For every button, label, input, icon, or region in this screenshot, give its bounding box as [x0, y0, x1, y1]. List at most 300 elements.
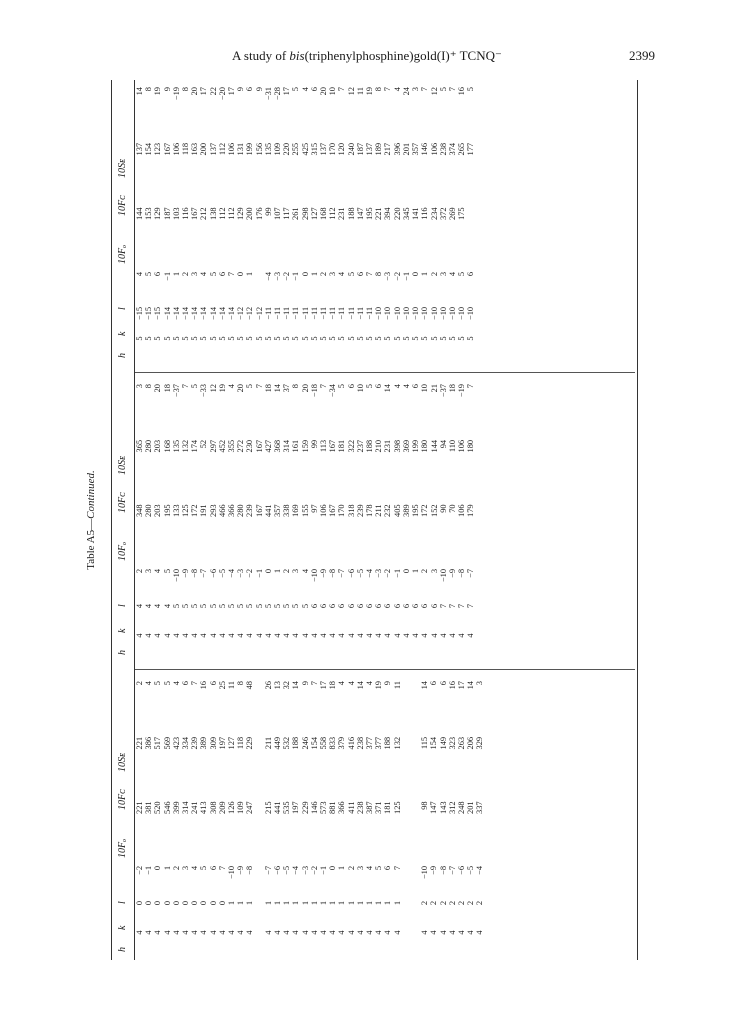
column-header-3-5: 10Fᴄ [117, 195, 128, 216]
table-cell: 558 [319, 736, 329, 750]
table-cell: 365 [135, 439, 144, 453]
table-cell: 20 [190, 87, 200, 96]
table-cell: 5 [355, 336, 365, 341]
table-cell: 229 [300, 801, 310, 814]
table-cell: −3 [236, 568, 246, 578]
table-cell: 3 [181, 865, 191, 871]
table-row [448, 675, 457, 960]
column-header-1-5: 10Fᴄ [117, 789, 128, 810]
table-cell: 3 [438, 271, 448, 277]
table-cell: 7 [457, 603, 467, 609]
table-row [356, 675, 365, 960]
table-cell: 137 [208, 142, 218, 156]
table-cell: 5 [217, 336, 227, 341]
table-cell: 103 [171, 207, 181, 220]
table-cell: 137 [365, 142, 375, 156]
table-cell: 19 [217, 384, 227, 393]
table-row [135, 378, 144, 663]
table-row [172, 81, 181, 366]
table-cell: −5 [282, 865, 292, 875]
table-row [319, 378, 328, 663]
table-cell: −10 [171, 568, 181, 583]
table-cell: 159 [300, 439, 310, 453]
table-cell: 532 [282, 736, 292, 750]
table-cell: 5 [227, 336, 237, 341]
table-cell: 11 [227, 681, 237, 690]
table-cell: 318 [346, 504, 356, 517]
table-cell [411, 737, 420, 802]
table-row [163, 675, 172, 960]
column-header-3-2: k [117, 331, 128, 336]
table-cell: 237 [355, 439, 365, 453]
table-cell: 6 [337, 603, 347, 609]
table-cell: 110 [447, 439, 457, 453]
table-cell: 129 [153, 207, 163, 220]
table-row [172, 378, 181, 663]
table-cell: −1 [291, 271, 301, 281]
column-header-1-2: k [117, 925, 128, 930]
table-row [172, 675, 181, 960]
table-cell: 191 [199, 504, 209, 517]
table-cell: 98 [420, 801, 430, 810]
table-cell: −5 [466, 865, 476, 875]
table-cell: 5 [457, 336, 467, 341]
table-row [227, 675, 236, 960]
table-cell: 389 [199, 736, 209, 750]
table-cell: 120 [337, 142, 347, 156]
table-cell: 4 [236, 930, 246, 935]
table-row [310, 81, 319, 366]
table-cell: 180 [420, 439, 430, 453]
table-cell: 4 [457, 930, 467, 935]
table-cell: 4 [273, 633, 283, 638]
table-cell: 4 [328, 930, 338, 935]
table-cell: 5 [254, 603, 264, 609]
table-cell: 386 [144, 736, 154, 750]
table-cell: 280 [236, 504, 246, 517]
table-cell: 138 [208, 207, 218, 220]
table-cell: 6 [383, 603, 393, 609]
column-header-1-1: h [117, 947, 128, 952]
table-cell: 203 [153, 439, 163, 453]
table-cell: 14 [273, 384, 283, 393]
table-cell: 4 [162, 930, 172, 935]
table-cell: 189 [374, 142, 384, 156]
table-cell: 4 [392, 633, 402, 638]
table-cell: 4 [346, 930, 356, 935]
table-cell: −14 [227, 306, 237, 320]
table-cell: 6 [365, 603, 375, 609]
table-row [448, 81, 457, 366]
table-cell: 147 [355, 207, 365, 220]
table-gap [402, 675, 411, 960]
table-cell: −10 [420, 865, 430, 880]
table-cell: 14 [135, 87, 144, 96]
table-cell: 4 [199, 271, 209, 277]
table-cell: 176 [254, 207, 264, 220]
table-cell: 338 [282, 504, 292, 517]
table-block-2 [135, 378, 635, 663]
table-cell: 379 [337, 736, 347, 750]
table-cell: 7 [383, 87, 393, 92]
table-row [439, 675, 448, 960]
table-row [448, 378, 457, 663]
table-cell: 6 [420, 603, 430, 609]
table-cell: 0 [181, 900, 191, 906]
table-row [273, 675, 282, 960]
table-cell [402, 737, 411, 802]
table-cell: 195 [411, 504, 421, 517]
table-cell: −2 [392, 271, 402, 281]
table-cell: 3 [355, 865, 365, 871]
table-cell: −19 [457, 384, 467, 398]
table-cell: 6 [217, 271, 227, 277]
table-cell: 4 [300, 930, 310, 935]
table-cell: 4 [153, 568, 163, 574]
table-cell: 4 [282, 633, 292, 638]
table-cell: 0 [328, 865, 338, 871]
table-row [181, 378, 190, 663]
table-row [337, 81, 346, 366]
table-row [181, 81, 190, 366]
table-cell: 263 [457, 736, 467, 750]
table-cell: 5 [162, 568, 172, 574]
table-cell: 6 [319, 603, 329, 609]
table-cell: 132 [181, 439, 191, 453]
table-cell: 0 [190, 900, 200, 906]
table-cell: 5 [429, 336, 439, 341]
table-cell: −34 [328, 384, 338, 398]
table-cell: 329 [475, 736, 485, 750]
table-cell: −10 [401, 306, 411, 320]
table-row [291, 675, 300, 960]
table-cell: 172 [190, 504, 200, 517]
table-cell: 6 [466, 271, 476, 277]
table-cell: 10 [420, 384, 430, 393]
table-cell: 1 [300, 900, 310, 906]
table-cell: 5 [300, 336, 310, 341]
table-cell: 8 [236, 681, 246, 686]
table-cell: 5 [181, 336, 191, 341]
table-row [457, 81, 466, 366]
bottom-rule [637, 80, 638, 960]
table-row [236, 675, 245, 960]
table-cell: 0 [300, 271, 310, 277]
table-cell: −15 [144, 306, 154, 320]
table-cell: 170 [337, 504, 347, 517]
table-cell: −8 [457, 568, 467, 578]
table-row [347, 81, 356, 366]
table-cell: 6 [374, 384, 384, 389]
table-cell: 4 [263, 930, 273, 935]
table-cell: 133 [171, 504, 181, 517]
table-cell: 4 [309, 633, 319, 638]
table-cell: 106 [457, 504, 467, 517]
table-cell: 7 [447, 87, 457, 92]
table-row [457, 378, 466, 663]
table-row [255, 378, 264, 663]
table-cell: 4 [144, 603, 154, 609]
table-row [319, 675, 328, 960]
table-cell: 70 [447, 504, 457, 513]
table-row [144, 81, 153, 366]
table-cell: 2 [135, 681, 144, 686]
table-row [466, 81, 475, 366]
table-cell: −7 [466, 568, 476, 578]
table-cell: 5 [190, 603, 200, 609]
table-cell: 168 [162, 439, 172, 453]
table-cell: 5 [190, 336, 200, 341]
table-cell: 5 [374, 865, 384, 871]
table-cell: 5 [171, 603, 181, 609]
table-cell: 2 [420, 568, 430, 574]
running-head [200, 48, 655, 66]
table-cell: 357 [273, 504, 283, 517]
table-cell: 169 [291, 504, 301, 517]
table-cell: 374 [447, 142, 457, 156]
table-cell: 4 [300, 87, 310, 92]
title-rest: (triphenylphosphine)gold(I)⁺ TCNQ⁻ [304, 48, 502, 63]
table-cell: 149 [438, 736, 448, 750]
table-cell: 4 [181, 930, 191, 935]
table-cell: 5 [309, 336, 319, 341]
table-cell: 1 [420, 271, 430, 277]
table-cell: 163 [190, 142, 200, 156]
table-cell [255, 801, 264, 866]
table-cell: −10 [438, 568, 448, 583]
table-cell: 231 [337, 207, 347, 220]
column-header-1-6: 10Sᴇ [117, 753, 128, 772]
table-cell: −2 [309, 865, 319, 875]
table-row [218, 81, 227, 366]
table-cell: 4 [153, 603, 163, 609]
table-cell: 152 [429, 504, 439, 517]
table-cell: 5 [190, 384, 200, 389]
table-cell: −10 [457, 306, 467, 320]
table-cell: 5 [245, 336, 255, 341]
table-cell: 199 [245, 142, 255, 156]
table-row [439, 378, 448, 663]
table-cell: 9 [236, 87, 246, 92]
table-cell: −11 [291, 306, 301, 320]
table-cell: 4 [254, 633, 264, 638]
table-row [273, 81, 282, 366]
table-cell: 4 [291, 930, 301, 935]
table-row [466, 378, 475, 663]
table-row [383, 378, 392, 663]
table-cell: 1 [374, 900, 384, 906]
table-cell: 4 [346, 633, 356, 638]
table-cell: 6 [328, 603, 338, 609]
table-cell: 1 [227, 900, 237, 906]
table-cell: 17 [319, 681, 329, 690]
page-number: 2399 [629, 48, 655, 63]
table-cell: 12 [346, 87, 356, 96]
table-cell: 8 [374, 87, 384, 92]
table-cell: 0 [162, 900, 172, 906]
table-cell: 1 [162, 865, 172, 871]
table-cell: −2 [135, 865, 144, 875]
table-cell: 8 [144, 384, 154, 389]
table-row [383, 675, 392, 960]
table-caption [85, 80, 107, 960]
table-cell: 2 [475, 900, 485, 906]
title-prefix: A study of [232, 48, 290, 63]
table-row [264, 675, 273, 960]
table-cell: 4 [153, 930, 163, 935]
table-cell: 20 [236, 384, 246, 393]
table-cell: 48 [245, 681, 255, 690]
table-cell: 3 [291, 568, 301, 574]
table-cell: 14 [291, 681, 301, 690]
table-cell: 201 [466, 801, 476, 814]
table-cell: 517 [153, 736, 163, 750]
table-cell: 167 [190, 207, 200, 220]
table-cell [402, 901, 411, 931]
table-cell: 17 [282, 87, 292, 96]
table-row [135, 675, 144, 960]
table-cell: 4 [383, 930, 393, 935]
table-cell: 3 [135, 384, 144, 389]
table-cell: 154 [144, 142, 154, 156]
table-row [264, 378, 273, 663]
table-cell [255, 901, 264, 931]
table-row [337, 675, 346, 960]
table-cell: 6 [401, 603, 411, 609]
table-cell: 106 [319, 504, 329, 517]
table-cell: 2 [466, 900, 476, 906]
table-region [85, 80, 645, 960]
table-cell: 106 [457, 439, 467, 453]
table-cell: −14 [190, 306, 200, 320]
table-cell: −12 [254, 306, 264, 320]
table-cell: 535 [282, 801, 292, 814]
table-cell: 298 [300, 207, 310, 220]
table-cell: 466 [217, 504, 227, 517]
table-cell: 188 [383, 736, 393, 750]
table-cell: 272 [236, 439, 246, 453]
table-cell: −9 [181, 568, 191, 578]
table-cell: 2 [457, 900, 467, 906]
table-cell: 1 [383, 900, 393, 906]
table-cell: 4 [365, 930, 375, 935]
table-cell: −37 [438, 384, 448, 398]
table-cell [402, 866, 411, 901]
table-cell [402, 930, 411, 960]
column-header-3-1: h [117, 353, 128, 358]
table-cell: 4 [282, 930, 292, 935]
table-row [319, 81, 328, 366]
table-cell: 5 [291, 336, 301, 341]
table-cell: 195 [365, 207, 375, 220]
table-cell: 269 [447, 207, 457, 220]
table-cell [411, 930, 420, 960]
table-cell: 323 [447, 736, 457, 750]
table-cell: 5 [254, 336, 264, 341]
caption-label: Table A5— [85, 518, 97, 570]
column-header-3-4: 10Fₒ [117, 245, 128, 264]
table-cell: 5 [208, 603, 218, 609]
table-cell: 366 [337, 801, 347, 814]
table-cell: 4 [337, 633, 347, 638]
table-cell: 255 [291, 142, 301, 156]
table-cell [255, 866, 264, 901]
table-cell: 5 [199, 336, 209, 341]
table-cell: 109 [273, 142, 283, 156]
table-cell [411, 801, 420, 866]
table-cell: 212 [199, 207, 209, 220]
table-cell: 14 [383, 384, 393, 393]
table-cell: −9 [429, 865, 439, 875]
table-cell: 4 [208, 930, 218, 935]
table-cell: 4 [227, 930, 237, 935]
table-cell: 144 [429, 439, 439, 453]
table-cell: 441 [263, 504, 273, 517]
table-cell: 1 [263, 900, 273, 906]
table-row [153, 81, 162, 366]
table-cell: 116 [420, 207, 430, 220]
table-cell: 125 [392, 801, 402, 814]
table-cell: −7 [199, 568, 209, 578]
table-cell: 398 [392, 439, 402, 453]
table-row [264, 81, 273, 366]
table-cell: 179 [466, 504, 476, 517]
table-cell [402, 801, 411, 866]
table-cell: 1 [309, 271, 319, 277]
table-cell: 1 [236, 900, 246, 906]
table-cell: 5 [319, 336, 329, 341]
table-cell [255, 737, 264, 802]
table-cell: 5 [365, 384, 375, 389]
table-cell: −31 [263, 87, 273, 101]
table-cell: −11 [263, 306, 273, 320]
table-cell: −9 [236, 865, 246, 875]
table-row [199, 675, 208, 960]
table-row [199, 378, 208, 663]
table-cell: 4 [144, 930, 154, 935]
table-cell: 5 [337, 384, 347, 389]
table-cell: −15 [153, 306, 163, 320]
table-cell: 174 [190, 439, 200, 453]
table-cell: 396 [392, 142, 402, 156]
table-cell: 5 [199, 603, 209, 609]
table-cell: 4 [135, 603, 144, 609]
table-cell: 5 [420, 336, 430, 341]
table-cell: 4 [181, 633, 191, 638]
table-cell: 230 [245, 439, 255, 453]
table-cell: 2 [429, 271, 439, 277]
table-cell: 10 [328, 87, 338, 96]
table-cell: 520 [153, 801, 163, 814]
table-cell: −14 [171, 306, 181, 320]
table-cell: 4 [153, 633, 163, 638]
table-gap [255, 675, 264, 960]
table-cell: 156 [254, 142, 264, 156]
table-cell: 4 [466, 633, 476, 638]
table-cell: 238 [355, 801, 365, 814]
table-cell: 7 [420, 87, 430, 92]
table-row [365, 378, 374, 663]
table-cell: 20 [319, 87, 329, 96]
table-row [365, 675, 374, 960]
caption-italic: Continued. [85, 470, 97, 519]
table-cell: 5 [291, 603, 301, 609]
table-cell: 371 [374, 801, 384, 814]
table-row [218, 378, 227, 663]
table-row [328, 81, 337, 366]
table-cell: 5 [153, 681, 163, 686]
table-cell: −14 [162, 306, 172, 320]
